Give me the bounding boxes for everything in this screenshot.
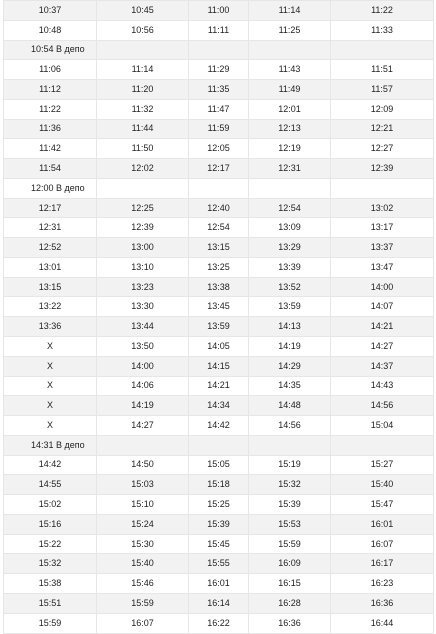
time-cell: 10:37: [4, 1, 97, 21]
time-cell: 12:54: [189, 218, 249, 238]
table-row: [4, 574, 434, 594]
table-row: [4, 613, 434, 633]
table-row: [4, 198, 434, 218]
time-cell: 14:35: [249, 376, 331, 396]
table-row: [4, 159, 434, 179]
time-cell: 13:09: [249, 218, 331, 238]
empty-cell: [249, 435, 331, 455]
time-cell: 14:13: [249, 317, 331, 337]
time-cell: 15:30: [97, 534, 189, 554]
time-cell: 13:00: [97, 238, 189, 258]
time-cell: 12:54: [249, 198, 331, 218]
time-cell: 11:59: [189, 119, 249, 139]
time-cell: 16:17: [331, 554, 434, 574]
time-cell: 13:23: [97, 277, 189, 297]
time-cell: 15:32: [249, 475, 331, 495]
time-cell: 11:00: [189, 1, 249, 21]
time-cell: 11:57: [331, 80, 434, 100]
empty-cell: [331, 40, 434, 60]
empty-cell: [189, 178, 249, 198]
time-cell: 12:17: [189, 159, 249, 179]
time-cell: 14:37: [331, 356, 434, 376]
time-cell: 13:52: [249, 277, 331, 297]
time-cell: 12:31: [4, 218, 97, 238]
time-cell: 14:19: [97, 396, 189, 416]
time-cell: 11:54: [4, 159, 97, 179]
time-cell: 13:15: [189, 238, 249, 258]
timetable-body: [4, 1, 434, 634]
table-row: [4, 337, 434, 357]
time-cell: 15:59: [4, 613, 97, 633]
time-cell: 15:27: [331, 455, 434, 475]
time-cell: 15:24: [97, 514, 189, 534]
time-cell: 14:21: [331, 317, 434, 337]
time-cell: 14:07: [331, 297, 434, 317]
depot-note-row: [4, 40, 434, 60]
time-cell: 14:27: [97, 416, 189, 436]
time-cell: 15:04: [331, 416, 434, 436]
time-cell: 14:15: [189, 356, 249, 376]
time-cell: 12:31: [249, 159, 331, 179]
table-row: [4, 277, 434, 297]
time-cell: 15:40: [97, 554, 189, 574]
time-cell: 16:28: [249, 593, 331, 613]
time-cell: 10:48: [4, 20, 97, 40]
time-cell: 14:48: [249, 396, 331, 416]
time-cell: 15:05: [189, 455, 249, 475]
empty-cell: [331, 435, 434, 455]
empty-cell: [97, 178, 189, 198]
time-cell: 12:25: [97, 198, 189, 218]
time-cell: 15:59: [249, 534, 331, 554]
empty-cell: [97, 435, 189, 455]
time-cell: 13:17: [331, 218, 434, 238]
time-cell: X: [4, 376, 97, 396]
time-cell: 15:53: [249, 514, 331, 534]
time-cell: 13:50: [97, 337, 189, 357]
table-row: [4, 356, 434, 376]
table-row: [4, 238, 434, 258]
time-cell: 11:06: [4, 60, 97, 80]
time-cell: 15:19: [249, 455, 331, 475]
time-cell: 12:19: [249, 139, 331, 159]
table-row: [4, 514, 434, 534]
time-cell: 14:56: [331, 396, 434, 416]
time-cell: 16:36: [249, 613, 331, 633]
time-cell: 14:34: [189, 396, 249, 416]
depot-note: 12:00 В депо: [4, 178, 97, 198]
time-cell: 16:09: [249, 554, 331, 574]
time-cell: 16:44: [331, 613, 434, 633]
time-cell: 11:42: [4, 139, 97, 159]
time-cell: 11:29: [189, 60, 249, 80]
time-cell: 15:55: [189, 554, 249, 574]
time-cell: 11:32: [97, 99, 189, 119]
depot-note: 10:54 В депо: [4, 40, 97, 60]
timetable: [3, 0, 434, 634]
time-cell: 13:36: [4, 317, 97, 337]
time-cell: 12:27: [331, 139, 434, 159]
time-cell: 15:40: [331, 475, 434, 495]
time-cell: 14:56: [249, 416, 331, 436]
depot-note-row: [4, 178, 434, 198]
time-cell: 14:19: [249, 337, 331, 357]
time-cell: 10:56: [97, 20, 189, 40]
time-cell: 11:11: [189, 20, 249, 40]
time-cell: X: [4, 356, 97, 376]
time-cell: 10:45: [97, 1, 189, 21]
time-cell: 15:32: [4, 554, 97, 574]
time-cell: 12:01: [249, 99, 331, 119]
table-row: [4, 60, 434, 80]
time-cell: 13:59: [189, 317, 249, 337]
time-cell: 16:22: [189, 613, 249, 633]
time-cell: 13:37: [331, 238, 434, 258]
time-cell: X: [4, 396, 97, 416]
table-row: [4, 218, 434, 238]
time-cell: 11:44: [97, 119, 189, 139]
time-cell: 14:21: [189, 376, 249, 396]
table-row: [4, 396, 434, 416]
time-cell: 13:01: [4, 257, 97, 277]
table-row: [4, 119, 434, 139]
time-cell: 14:05: [189, 337, 249, 357]
time-cell: 14:43: [331, 376, 434, 396]
time-cell: 11:43: [249, 60, 331, 80]
time-cell: 12:52: [4, 238, 97, 258]
time-cell: 12:39: [97, 218, 189, 238]
table-row: [4, 376, 434, 396]
time-cell: 13:22: [4, 297, 97, 317]
time-cell: 16:14: [189, 593, 249, 613]
time-cell: 12:02: [97, 159, 189, 179]
time-cell: 15:22: [4, 534, 97, 554]
time-cell: 16:15: [249, 574, 331, 594]
time-cell: 12:17: [4, 198, 97, 218]
time-cell: 11:25: [249, 20, 331, 40]
time-cell: 15:10: [97, 495, 189, 515]
time-cell: 13:59: [249, 297, 331, 317]
time-cell: 11:22: [4, 99, 97, 119]
time-cell: 13:30: [97, 297, 189, 317]
table-row: [4, 475, 434, 495]
table-row: [4, 257, 434, 277]
time-cell: 14:42: [4, 455, 97, 475]
time-cell: 16:01: [189, 574, 249, 594]
time-cell: 15:47: [331, 495, 434, 515]
time-cell: 15:38: [4, 574, 97, 594]
time-cell: 15:51: [4, 593, 97, 613]
time-cell: 16:01: [331, 514, 434, 534]
table-row: [4, 416, 434, 436]
time-cell: 14:29: [249, 356, 331, 376]
time-cell: 16:36: [331, 593, 434, 613]
time-cell: 13:45: [189, 297, 249, 317]
time-cell: 13:44: [97, 317, 189, 337]
time-cell: 15:45: [189, 534, 249, 554]
time-cell: 14:06: [97, 376, 189, 396]
time-cell: 12:39: [331, 159, 434, 179]
table-row: [4, 593, 434, 613]
time-cell: 12:05: [189, 139, 249, 159]
time-cell: 14:27: [331, 337, 434, 357]
time-cell: X: [4, 416, 97, 436]
time-cell: 11:20: [97, 80, 189, 100]
table-row: [4, 554, 434, 574]
time-cell: 14:42: [189, 416, 249, 436]
time-cell: 11:14: [249, 1, 331, 21]
table-row: [4, 317, 434, 337]
time-cell: 14:55: [4, 475, 97, 495]
time-cell: 14:00: [331, 277, 434, 297]
time-cell: 15:02: [4, 495, 97, 515]
time-cell: 13:38: [189, 277, 249, 297]
time-cell: 16:23: [331, 574, 434, 594]
time-cell: 12:09: [331, 99, 434, 119]
time-cell: 13:02: [331, 198, 434, 218]
time-cell: 15:46: [97, 574, 189, 594]
time-cell: 15:39: [189, 514, 249, 534]
time-cell: 13:29: [249, 238, 331, 258]
time-cell: 11:22: [331, 1, 434, 21]
time-cell: 11:36: [4, 119, 97, 139]
time-cell: 15:16: [4, 514, 97, 534]
table-row: [4, 20, 434, 40]
table-row: [4, 297, 434, 317]
time-cell: 15:18: [189, 475, 249, 495]
time-cell: 12:40: [189, 198, 249, 218]
time-cell: 15:03: [97, 475, 189, 495]
time-cell: 12:21: [331, 119, 434, 139]
time-cell: 14:00: [97, 356, 189, 376]
empty-cell: [189, 40, 249, 60]
time-cell: 13:47: [331, 257, 434, 277]
time-cell: 11:51: [331, 60, 434, 80]
table-row: [4, 99, 434, 119]
table-row: [4, 455, 434, 475]
empty-cell: [331, 178, 434, 198]
table-row: [4, 534, 434, 554]
table-row: [4, 139, 434, 159]
time-cell: 15:39: [249, 495, 331, 515]
table-row: [4, 1, 434, 21]
time-cell: 13:39: [249, 257, 331, 277]
time-cell: 11:35: [189, 80, 249, 100]
time-cell: 11:49: [249, 80, 331, 100]
empty-cell: [189, 435, 249, 455]
depot-note-row: [4, 435, 434, 455]
time-cell: 13:10: [97, 257, 189, 277]
time-cell: 13:25: [189, 257, 249, 277]
depot-note: 14:31 В депо: [4, 435, 97, 455]
time-cell: 13:15: [4, 277, 97, 297]
time-cell: 11:14: [97, 60, 189, 80]
time-cell: 11:50: [97, 139, 189, 159]
time-cell: 12:13: [249, 119, 331, 139]
time-cell: 15:25: [189, 495, 249, 515]
empty-cell: [249, 178, 331, 198]
time-cell: 11:47: [189, 99, 249, 119]
time-cell: 11:33: [331, 20, 434, 40]
time-cell: 16:07: [331, 534, 434, 554]
time-cell: 14:50: [97, 455, 189, 475]
empty-cell: [249, 40, 331, 60]
time-cell: X: [4, 337, 97, 357]
table-row: [4, 495, 434, 515]
time-cell: 11:12: [4, 80, 97, 100]
empty-cell: [97, 40, 189, 60]
time-cell: 15:59: [97, 593, 189, 613]
time-cell: 16:07: [97, 613, 189, 633]
table-row: [4, 80, 434, 100]
